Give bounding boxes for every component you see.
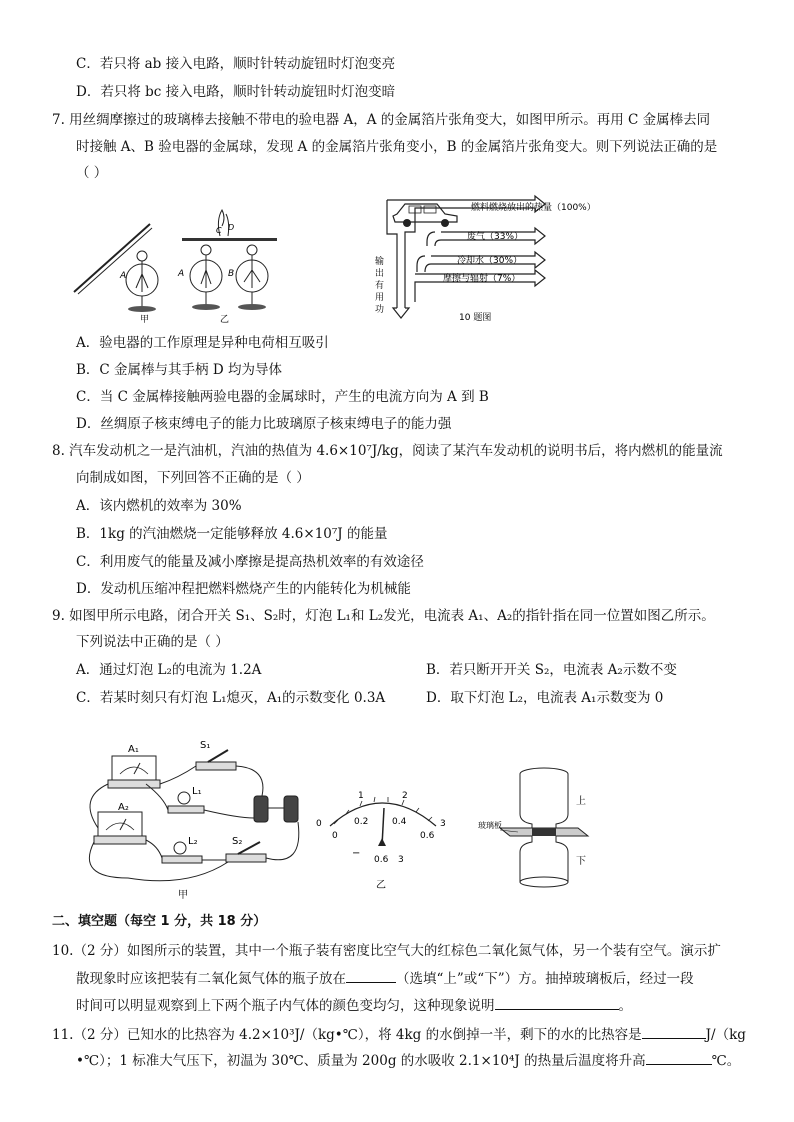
label-l2: L₂ — [188, 836, 198, 847]
q10-line3 — [76, 995, 632, 1016]
figure-10-caption: 10 题图 — [459, 313, 492, 323]
dial-top-3: 3 — [440, 819, 446, 829]
label-b: B — [228, 269, 235, 279]
q10-line3-part2: 。 — [618, 998, 632, 1014]
dial-bottom-0.6: 0.6 — [420, 831, 435, 841]
label-a-jia: A — [120, 271, 127, 281]
dial-top-0: 0 — [316, 819, 322, 829]
label-s1: S₁ — [200, 740, 211, 751]
q11-blank-2[interactable] — [646, 1050, 712, 1065]
q7-stem-line1: 7. 用丝绸摩擦过的玻璃棒去接触不带电的验电器 A，A 的金属箔片张角变大，如图甲所示。再用 C 金属棒去同 — [52, 112, 711, 128]
energy-friction-label: 摩擦与辐射（7%） — [443, 274, 521, 284]
label-up: 上 — [576, 796, 586, 807]
circuit-figure — [68, 738, 318, 903]
terminal-3: 3 — [398, 855, 404, 865]
q9-option-c: C．若某时刻只有灯泡 L₁熄灭，A₁的示数变化 0.3A — [76, 690, 386, 706]
q11-line1-part1: 11.（2 分）已知水的比热容为 4.2×10³J/（kg•℃），将 4kg 的水倒掉一半，剩下的水的比热容是 — [52, 1027, 642, 1043]
q9-stem-line1: 9. 如图甲所示电路，闭合开关 S₁、S₂时，灯泡 L₁和 L₂发光，电流表 A₁、A₂的指针指在同一位置如图乙所示。 — [52, 608, 715, 624]
useful-work-char-1: 输 — [375, 257, 385, 267]
energy-flow-figure — [375, 192, 596, 327]
q7-stem-line2: 时接触 A、B 验电器的金属球，发现 A 的金属箔片张角变小，B 的金属箔片张角变大。则下列说法正确的是 — [76, 139, 718, 155]
q10-blank-1[interactable] — [346, 968, 396, 983]
caption-jia: 甲 — [140, 315, 150, 325]
q10-line2-part1: 散现象时应该把装有二氧化氮气体的瓶子放在 — [76, 971, 346, 987]
label-l1: L₁ — [192, 786, 202, 797]
q6-option-d: D．若只将 bc 接入电路，顺时针转动旋钮时灯泡变暗 — [76, 84, 396, 100]
q11-line1 — [52, 1024, 746, 1045]
label-a2: A₂ — [118, 802, 129, 813]
gas-diffusion-figure — [478, 764, 608, 892]
dial-top-2: 2 — [402, 791, 408, 801]
useful-work-char-2: 出 — [375, 269, 385, 279]
dial-bottom-0.4: 0.4 — [392, 817, 407, 827]
q10-line2-part2: （选填“上”或“下”）方。抽掉玻璃板后，经过一段 — [396, 971, 694, 987]
q10-line1: 10.（2 分）如图所示的装置，其中一个瓶子装有密度比空气大的红棕色二氧化氮气体，另一个装有空气。演示扩 — [52, 943, 721, 959]
label-c: C — [216, 226, 222, 235]
q9-option-a: A．通过灯泡 L₂的电流为 1.2A — [76, 662, 262, 678]
electroscope-figure — [70, 200, 290, 325]
q11-blank-1[interactable] — [642, 1024, 706, 1039]
q11-line2-part1: •℃）；1 标准大气压下，初温为 30℃、质量为 200g 的水吸收 2.1×10⁴J 的热量后温度将升高 — [76, 1053, 646, 1069]
dial-bottom-0.2: 0.2 — [354, 817, 369, 827]
q11-line2 — [76, 1050, 740, 1071]
useful-work-char-4: 用 — [375, 293, 385, 303]
q7-option-c: C．当 C 金属棒接触两验电器的金属球时，产生的电流方向为 A 到 B — [76, 389, 489, 405]
q8-stem-line1: 8. 汽车发动机之一是汽油机，汽油的热值为 4.6×10⁷J/kg，阅读了某汽车发动机的说明书后，将内燃机的能量流 — [52, 443, 723, 459]
q7-option-a: A．验电器的工作原理是异种电荷相互吸引 — [76, 335, 329, 351]
q8-option-c: C．利用废气的能量及减小摩擦是提高热机效率的有效途径 — [76, 554, 424, 570]
q6-option-c: C．若只将 ab 接入电路，顺时针转动旋钮时灯泡变亮 — [76, 56, 396, 72]
dial-top-1: 1 — [358, 791, 364, 801]
energy-coolant-label: 冷却水（30%） — [457, 256, 523, 266]
q7-option-d: D．丝绸原子核束缚电子的能力比玻璃原子核束缚电子的能力强 — [76, 416, 452, 432]
q10-line2 — [76, 968, 694, 989]
terminal-0.6: 0.6 — [374, 855, 389, 865]
q8-option-a: A．该内燃机的效率为 30% — [76, 498, 242, 514]
q11-line1-part2: J/（kg — [705, 1027, 746, 1043]
q10-line3-part1: 时间可以明显观察到上下两个瓶子内气体的颜色变均匀，这种现象说明 — [76, 998, 495, 1014]
terminal-minus: − — [352, 848, 361, 859]
section-2-title: 二、填空题（每空 1 分，共 18 分） — [52, 914, 267, 929]
caption-yi-dial: 乙 — [376, 880, 386, 891]
ammeter-dial-figure — [312, 786, 452, 894]
q9-stem-line2: 下列说法中正确的是（ ） — [76, 634, 229, 650]
dial-bottom-0: 0 — [332, 831, 338, 841]
energy-total-label: 燃料燃烧放出的热量（100%） — [471, 203, 596, 213]
energy-exhaust-label: 废气（33%） — [467, 232, 524, 242]
q11-line2-part2: ℃。 — [711, 1053, 741, 1069]
q10-blank-2[interactable] — [495, 995, 619, 1010]
label-a1: A₁ — [128, 744, 139, 755]
q7-option-b: B．C 金属棒与其手柄 D 均为导体 — [76, 362, 282, 378]
label-d: D — [228, 223, 235, 232]
label-s2: S₂ — [232, 836, 243, 847]
caption-jia-circuit: 甲 — [178, 890, 188, 901]
label-a-yi: A — [178, 269, 185, 279]
useful-work-char-5: 功 — [375, 305, 385, 315]
q8-option-b: B．1kg 的汽油燃烧一定能够释放 4.6×10⁷J 的能量 — [76, 526, 388, 542]
q8-stem-line2: 向制成如图，下列回答不正确的是（ ） — [76, 470, 310, 486]
glass-plate-label: 玻璃板 — [478, 821, 502, 830]
caption-yi: 乙 — [220, 315, 230, 325]
q8-option-d: D．发动机压缩冲程把燃料燃烧产生的内能转化为机械能 — [76, 581, 411, 597]
useful-work-char-3: 有 — [375, 281, 385, 291]
q9-option-d: D．取下灯泡 L₂，电流表 A₁示数变为 0 — [426, 690, 664, 706]
q7-answer-bracket: （ ） — [76, 165, 108, 181]
q9-option-b: B．若只断开开关 S₂，电流表 A₂示数不变 — [426, 662, 677, 678]
label-down: 下 — [576, 856, 586, 867]
